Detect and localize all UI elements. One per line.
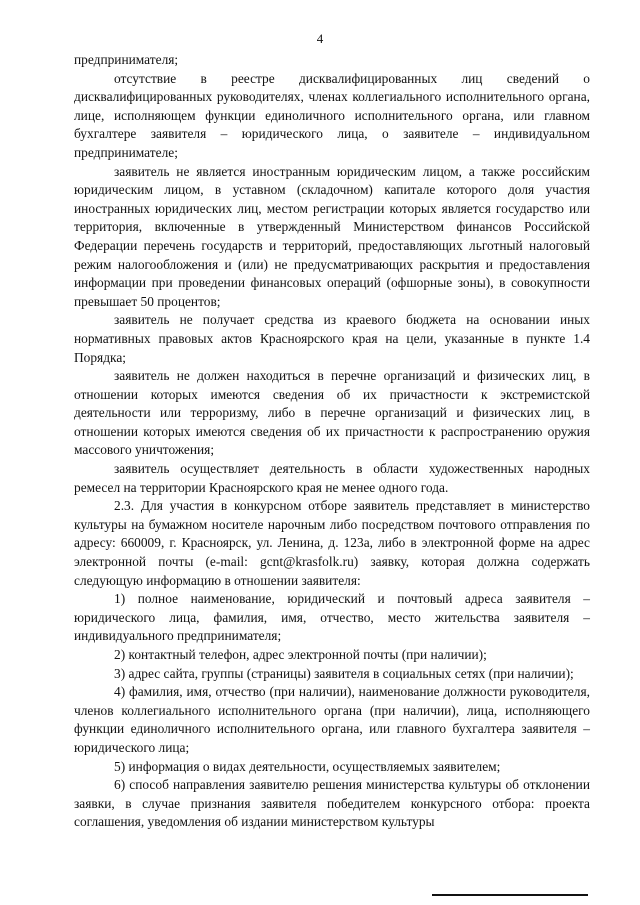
- paragraph: заявитель не является иностранным юридическим лицом, а также российским юридическим лицом, в уставном (складочном) капитале которого доля участия иностранных юридических лиц, местом регистрации которых является государство или территория, включенные в утвержденный Министерством финансов Российской Федерации перечень государств и территорий, предоставляющих льготный налоговый режим налогообложения и (или) не предусматривающих раскрытия и предоставления информации при проведении финансовых операций (офшорные зоны), в совокупности превышает 50 процентов;: [74, 163, 590, 309]
- list-item: 1) полное наименование, юридический и почтовый адреса заявителя – юридического лица, фамилия, имя, отчество, место жительства заявителя – индивидуального предпринимателя;: [74, 591, 590, 644]
- list-item: 5) информация о видах деятельности, осуществляемых заявителем;: [114, 758, 501, 774]
- document-body: [74, 51, 590, 832]
- list-item: 3) адрес сайта, группы (страницы) заявителя в социальных сетях (при наличии);: [114, 665, 574, 681]
- paragraph: 2.3. Для участия в конкурсном отборе заявитель представляет в министерство культуры на бумажном носителе нарочным либо посредством почтового отправления по адресу: 660009, г. Красноярск, ул. Ленина, д. 123а, либо в электронной форме на адрес электронной почты (e-mail: gcnt@krasfolk.ru) заявку, которая должна содержать следующую информацию в отношении заявителя:: [74, 498, 590, 588]
- page-number: 4: [316, 31, 324, 46]
- paragraph: заявитель не получает средства из краевого бюджета на основании иных нормативных правовых актов Красноярского края на цели, указанные в пункте 1.4 Порядка;: [74, 312, 590, 365]
- footer-rule: [432, 894, 588, 896]
- paragraph: предпринимателя;: [74, 52, 179, 67]
- paragraph: заявитель осуществляет деятельность в области художественных народных ремесел на территории Красноярского края не менее одного года.: [74, 461, 590, 495]
- paragraph: заявитель не должен находиться в перечне организаций и физических лиц, в отношении которых имеются сведения об их причастности к экстремистской деятельности или терроризму, либо в перечне организаций и физических лиц, в отношении которых имеются сведения об их причастности к распространению оружия массового уничтожения;: [74, 368, 590, 458]
- list-item: 4) фамилия, имя, отчество (при наличии), наименование должности руководителя, членов коллегиального исполнительного органа (при наличии), лица, исполняющего функции единоличного исполнительного органа, или главного бухгалтера заявителя – юридического лица;: [74, 684, 590, 755]
- paragraph: отсутствие в реестре дисквалифицированных лиц сведений о дисквалифицированных руководителях, членах коллегиального исполнительного органа, лице, исполняющем функции единоличного исполнительного органа, или главном бухгалтере заявителя – юридического лица, о заявителе – индивидуальном предпринимателе;: [74, 70, 590, 160]
- list-item: 2) контактный телефон, адрес электронной почты (при наличии);: [114, 647, 487, 662]
- list-item: 6) способ направления заявителю решения министерства культуры об отклонении заявки, в случае признания заявителя победителем конкурсного отбора: проекта соглашения, уведомления об издании министерством культуры: [74, 777, 590, 830]
